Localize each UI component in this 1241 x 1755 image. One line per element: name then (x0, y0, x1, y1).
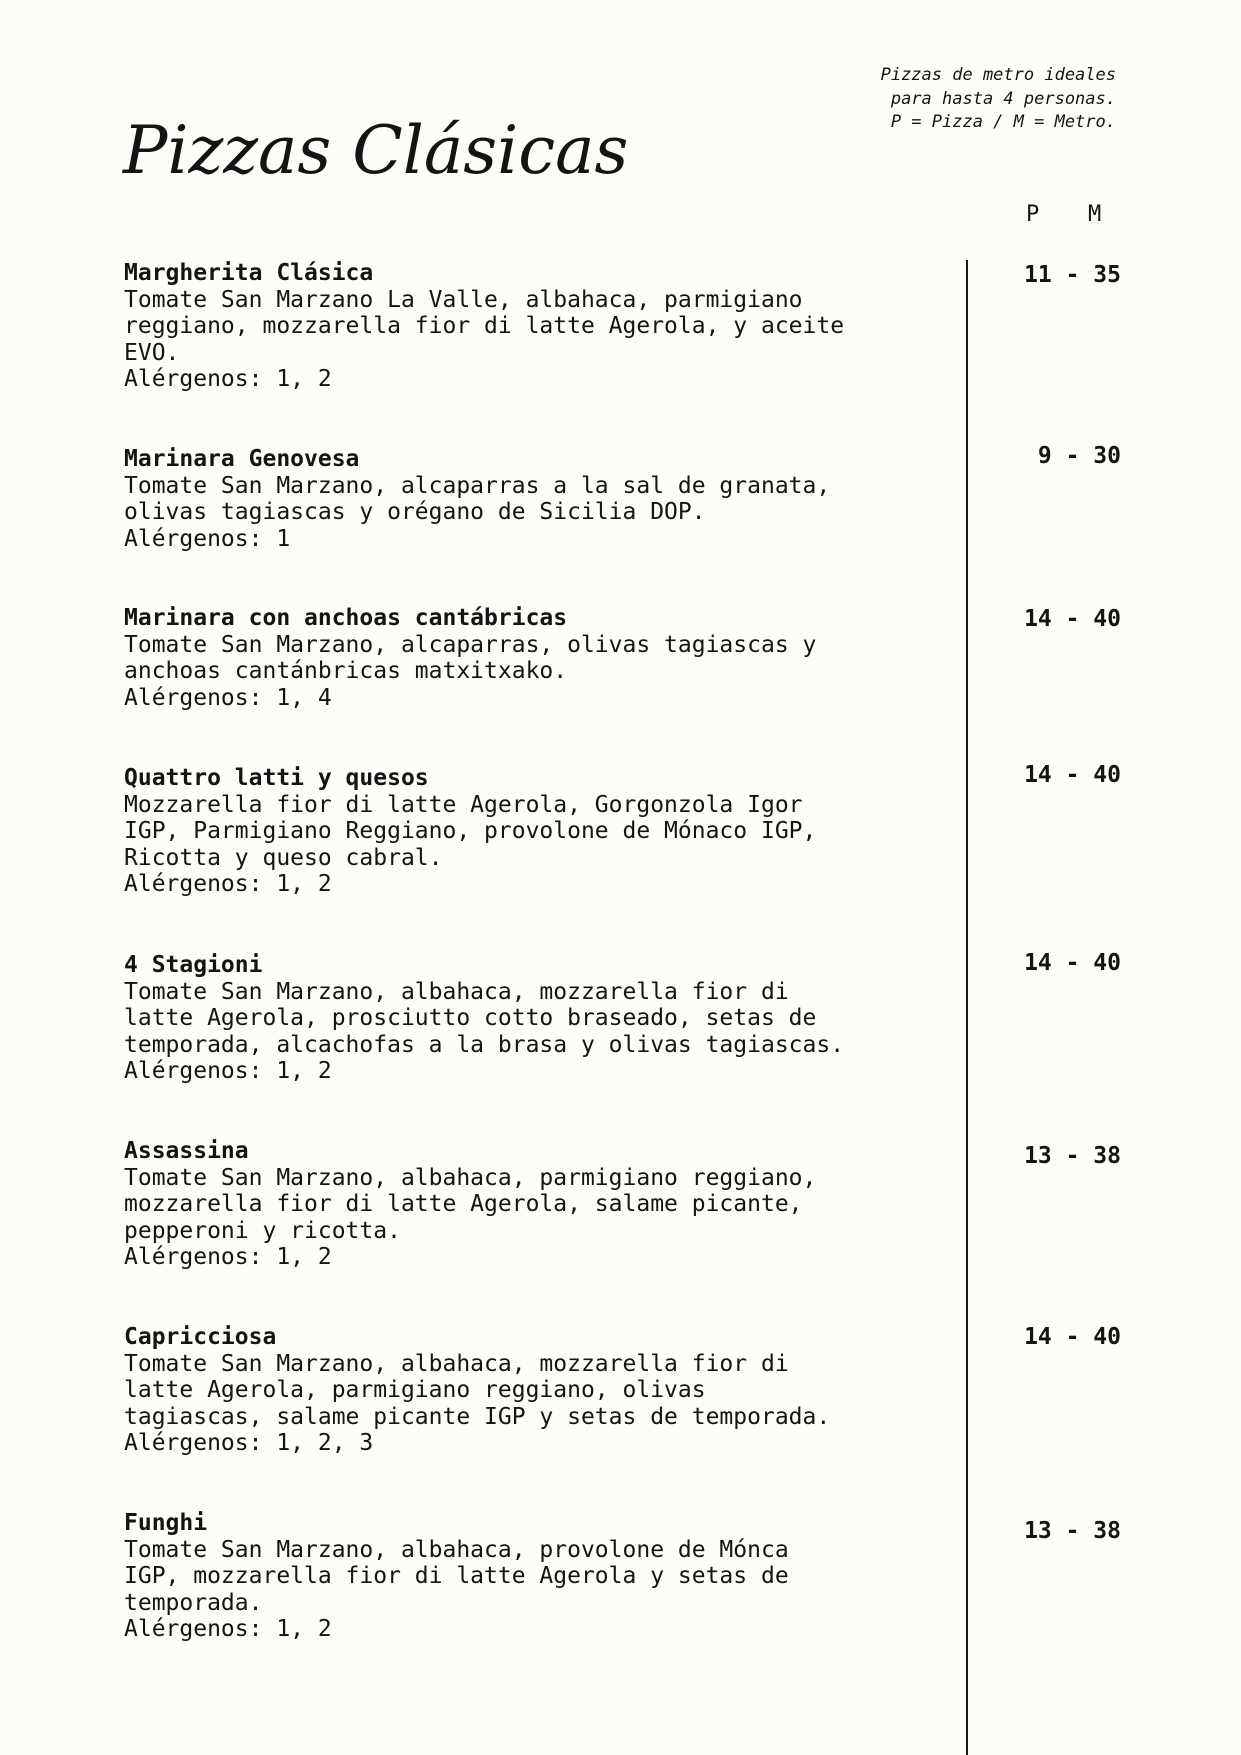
column-header-metro: M (1088, 202, 1102, 227)
item-description: Tomate San Marzano, alcaparras, olivas tagiascas y anchoas cantánbricas matxitxako. (124, 631, 817, 685)
menu-item (124, 1510, 944, 1643)
item-allergens: Alérgenos: 1, 2 (124, 1616, 332, 1643)
item-price: 14 - 40 (1024, 606, 1121, 632)
item-name: Quattro latti y quesos (124, 765, 429, 791)
item-name: 4 Stagioni (124, 952, 263, 978)
menu-item (124, 605, 944, 711)
item-price: 14 - 40 (1024, 1324, 1121, 1350)
size-note: Pizzas de metro ideales para hasta 4 personas. P = Pizza / M = Metro. (880, 65, 1116, 132)
page-title: Pizzas Clásicas (123, 112, 629, 189)
item-allergens: Alérgenos: 1, 2 (124, 1058, 332, 1085)
item-name: Marinara Genovesa (124, 446, 360, 472)
item-price: 14 - 40 (1024, 950, 1121, 976)
item-price: 14 - 40 (1024, 762, 1121, 788)
menu-item (124, 260, 944, 393)
column-header-pizza: P (1026, 202, 1040, 227)
item-price: 13 - 38 (1024, 1518, 1121, 1544)
menu-item (124, 1324, 944, 1457)
item-description: Mozzarella fior di latte Agerola, Gorgonzola Igor IGP, Parmigiano Reggiano, provolone de Mónaco IGP, Ricotta y queso cabral. (124, 791, 817, 871)
item-name: Capricciosa (124, 1324, 277, 1350)
item-description: Tomate San Marzano, albahaca, parmigiano reggiano, mozzarella fior di latte Agerola, salame picante, pepperoni y ricotta. (124, 1164, 817, 1244)
item-allergens: Alérgenos: 1, 4 (124, 684, 332, 711)
item-name: Assassina (124, 1138, 249, 1164)
item-price: 11 - 35 (1024, 262, 1121, 288)
item-name: Funghi (124, 1510, 208, 1536)
item-allergens: Alérgenos: 1, 2 (124, 366, 332, 393)
item-description: Tomate San Marzano La Valle, albahaca, parmigiano reggiano, mozzarella fior di latte Agerola, y aceite EVO. (124, 286, 845, 366)
item-description: Tomate San Marzano, alcaparras a la sal de granata, olivas tagiascas y orégano de Sicilia DOP. (124, 472, 831, 526)
item-allergens: Alérgenos: 1, 2, 3 (124, 1430, 374, 1457)
item-description: Tomate San Marzano, albahaca, mozzarella fior di latte Agerola, parmigiano reggiano, olivas tagiascas, salame picante IGP y setas de temporada. (124, 1350, 831, 1430)
menu-item (124, 952, 944, 1085)
item-price: 13 - 38 (1024, 1143, 1121, 1169)
item-price: 9 - 30 (1037, 443, 1121, 469)
item-description: Tomate San Marzano, albahaca, mozzarella fior di latte Agerola, prosciutto cotto braseado, setas de temporada, alcachofas a la brasa y olivas tagiascas. (124, 978, 845, 1058)
item-name: Marinara con anchoas cantábricas (124, 605, 568, 631)
menu-item (124, 1138, 944, 1271)
item-allergens: Alérgenos: 1 (124, 525, 291, 552)
item-allergens: Alérgenos: 1, 2 (124, 871, 332, 898)
item-allergens: Alérgenos: 1, 2 (124, 1244, 332, 1271)
item-description: Tomate San Marzano, albahaca, provolone de Mónca IGP, mozzarella fior di latte Agerola y setas de temporada. (124, 1536, 789, 1616)
price-divider (966, 260, 968, 1755)
menu-item (124, 765, 944, 898)
menu-item (124, 446, 944, 552)
item-name: Margherita Clásica (124, 260, 374, 286)
